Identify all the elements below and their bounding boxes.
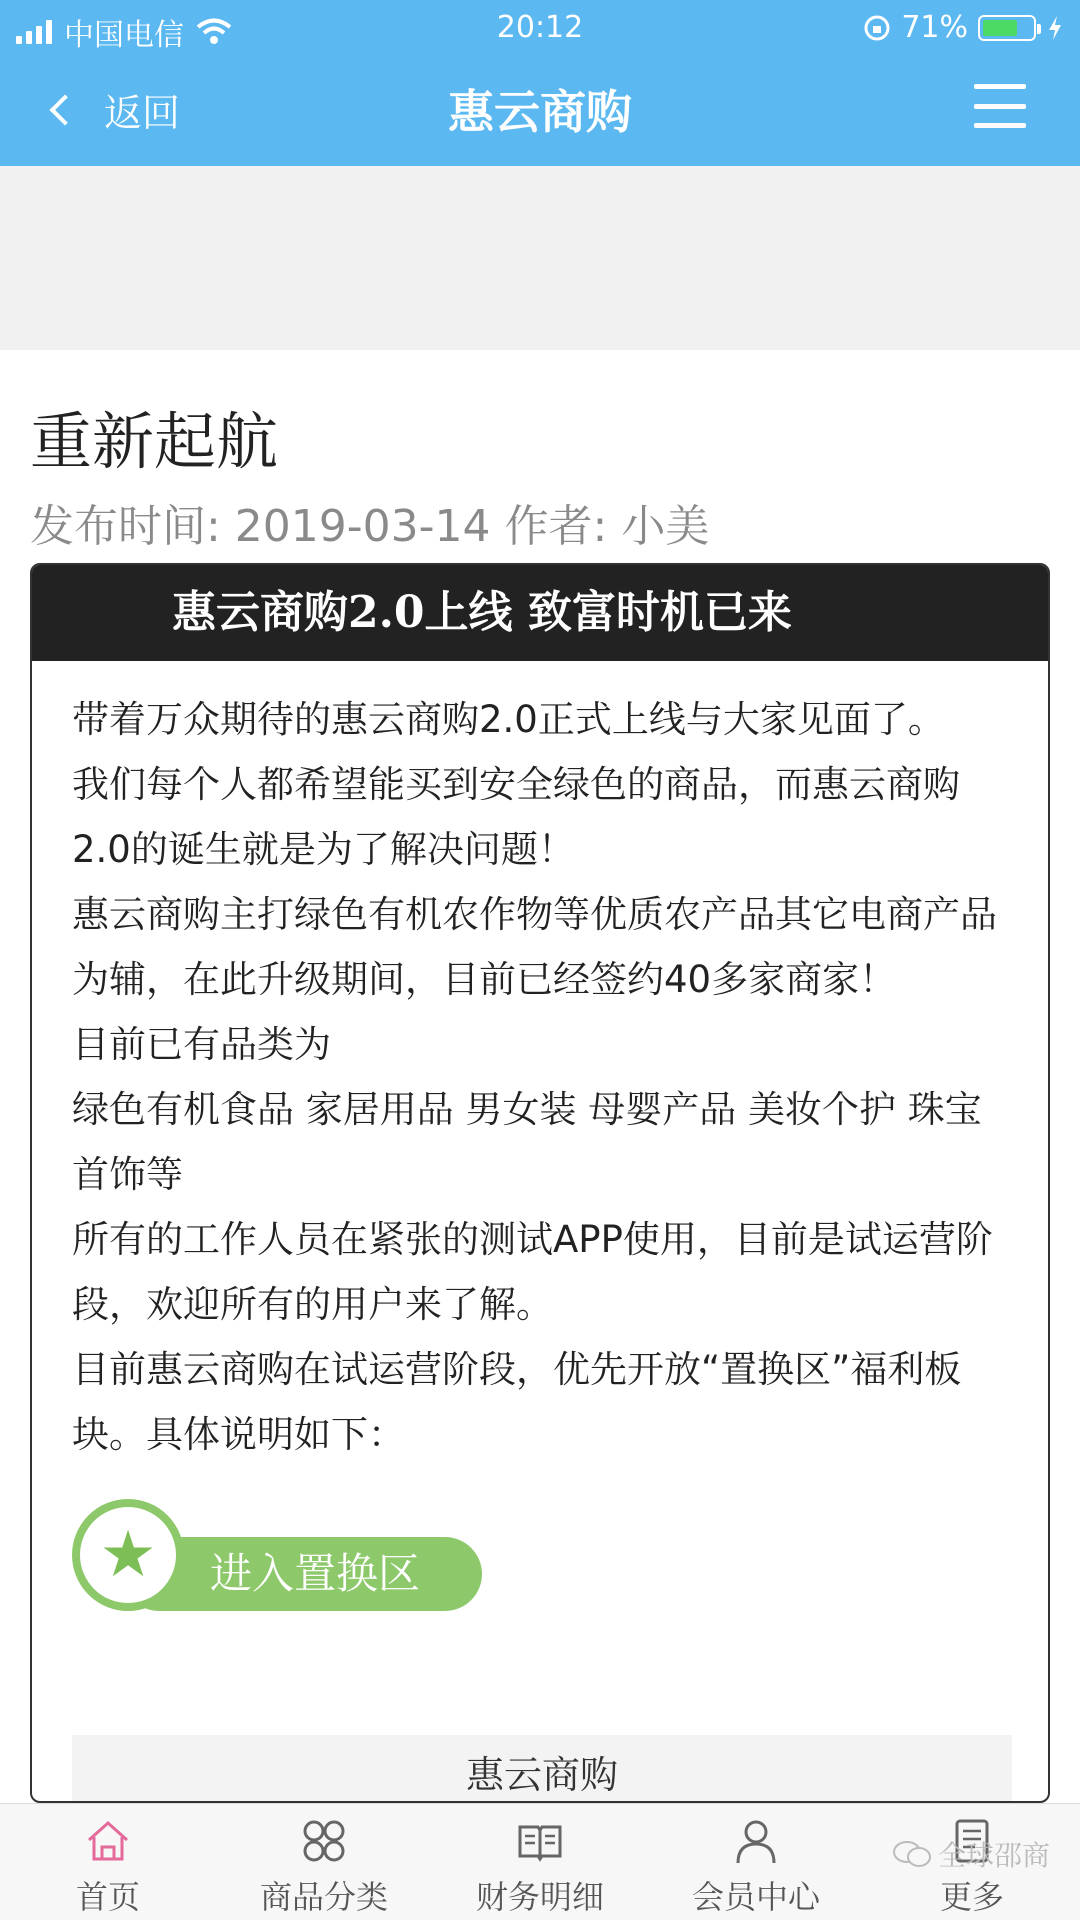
tab-finance[interactable] — [432, 1804, 648, 1920]
tab-label: 首页 — [75, 1878, 140, 1916]
star-badge — [72, 1499, 184, 1611]
card-header: 惠云商购2.0上线 致富时机已来 — [32, 565, 1048, 661]
tab-label: 商品分类 — [259, 1878, 388, 1916]
rotation-lock-icon — [863, 14, 891, 42]
paragraph: 带着万众期待的惠云商购2.0正式上线与大家见面了。 — [72, 698, 945, 741]
battery-icon — [978, 15, 1036, 41]
tab-member[interactable] — [648, 1804, 864, 1920]
watermark — [892, 1834, 1050, 1874]
paragraph: 目前惠云商购在试运营阶段，优先开放“置换区”福利板块。具体说明如下： — [72, 1348, 962, 1456]
paragraph: 我们每个人都希望能买到安全绿色的商品，而惠云商购2.0的诞生就是为了解决问题！ — [72, 763, 960, 871]
menu-button[interactable] — [974, 84, 1026, 128]
book-icon — [515, 1816, 565, 1866]
nav-bar — [0, 54, 1080, 166]
status-bar — [0, 0, 1080, 54]
nav-title: 惠云商购 — [448, 85, 632, 139]
swap-button-label: 进入置换区 — [122, 1537, 482, 1611]
status-time: 20:12 — [496, 10, 584, 45]
star-icon: ★ — [99, 1518, 157, 1592]
paragraph: 所有的工作人员在紧张的测试APP使用，目前是试运营阶段，欢迎所有的用户来了解。 — [72, 1218, 993, 1326]
enter-swap-zone-button[interactable] — [72, 1499, 482, 1611]
tab-home[interactable] — [0, 1804, 216, 1920]
user-icon — [731, 1816, 781, 1866]
top-bar — [0, 0, 1080, 166]
banner-placeholder — [0, 166, 1080, 350]
menu-icon-line — [974, 123, 1026, 128]
battery-percent: 71% — [901, 10, 968, 45]
tab-label: 会员中心 — [691, 1878, 820, 1916]
back-label: 返回 — [104, 91, 181, 135]
home-icon — [83, 1816, 133, 1866]
carrier-label: 中国电信 — [64, 18, 184, 53]
watermark-text: 全球邵商 — [937, 1839, 1050, 1872]
wechat-icon — [892, 1839, 932, 1869]
paragraph: 惠云商购主打绿色有机农作物等优质农产品其它电商产品为辅，在此升级期间，目前已经签约40多家商家！ — [72, 893, 997, 1001]
card-body — [32, 661, 1048, 1611]
paragraph: 绿色有机食品 家居用品 男女装 母婴产品 美妆个护 珠宝首饰等 — [72, 1088, 982, 1196]
menu-icon-line — [974, 104, 1026, 109]
menu-icon — [974, 84, 1026, 89]
tab-label: 更多 — [939, 1878, 1004, 1916]
charging-icon — [1046, 14, 1064, 42]
tab-categories[interactable] — [216, 1804, 432, 1920]
article-card — [30, 563, 1050, 1803]
tab-label: 财务明细 — [475, 1878, 604, 1916]
article-title: 重新起航 — [30, 405, 279, 478]
paragraph: 目前已有品类为 — [72, 1023, 331, 1066]
battery-level-fill — [983, 20, 1017, 36]
article-meta: 发布时间: 2019-03-14 作者: 小美 — [30, 501, 710, 552]
inner-banner: 惠云商购 — [72, 1735, 1012, 1803]
grid-icon — [299, 1816, 349, 1866]
status-right — [863, 10, 1064, 45]
